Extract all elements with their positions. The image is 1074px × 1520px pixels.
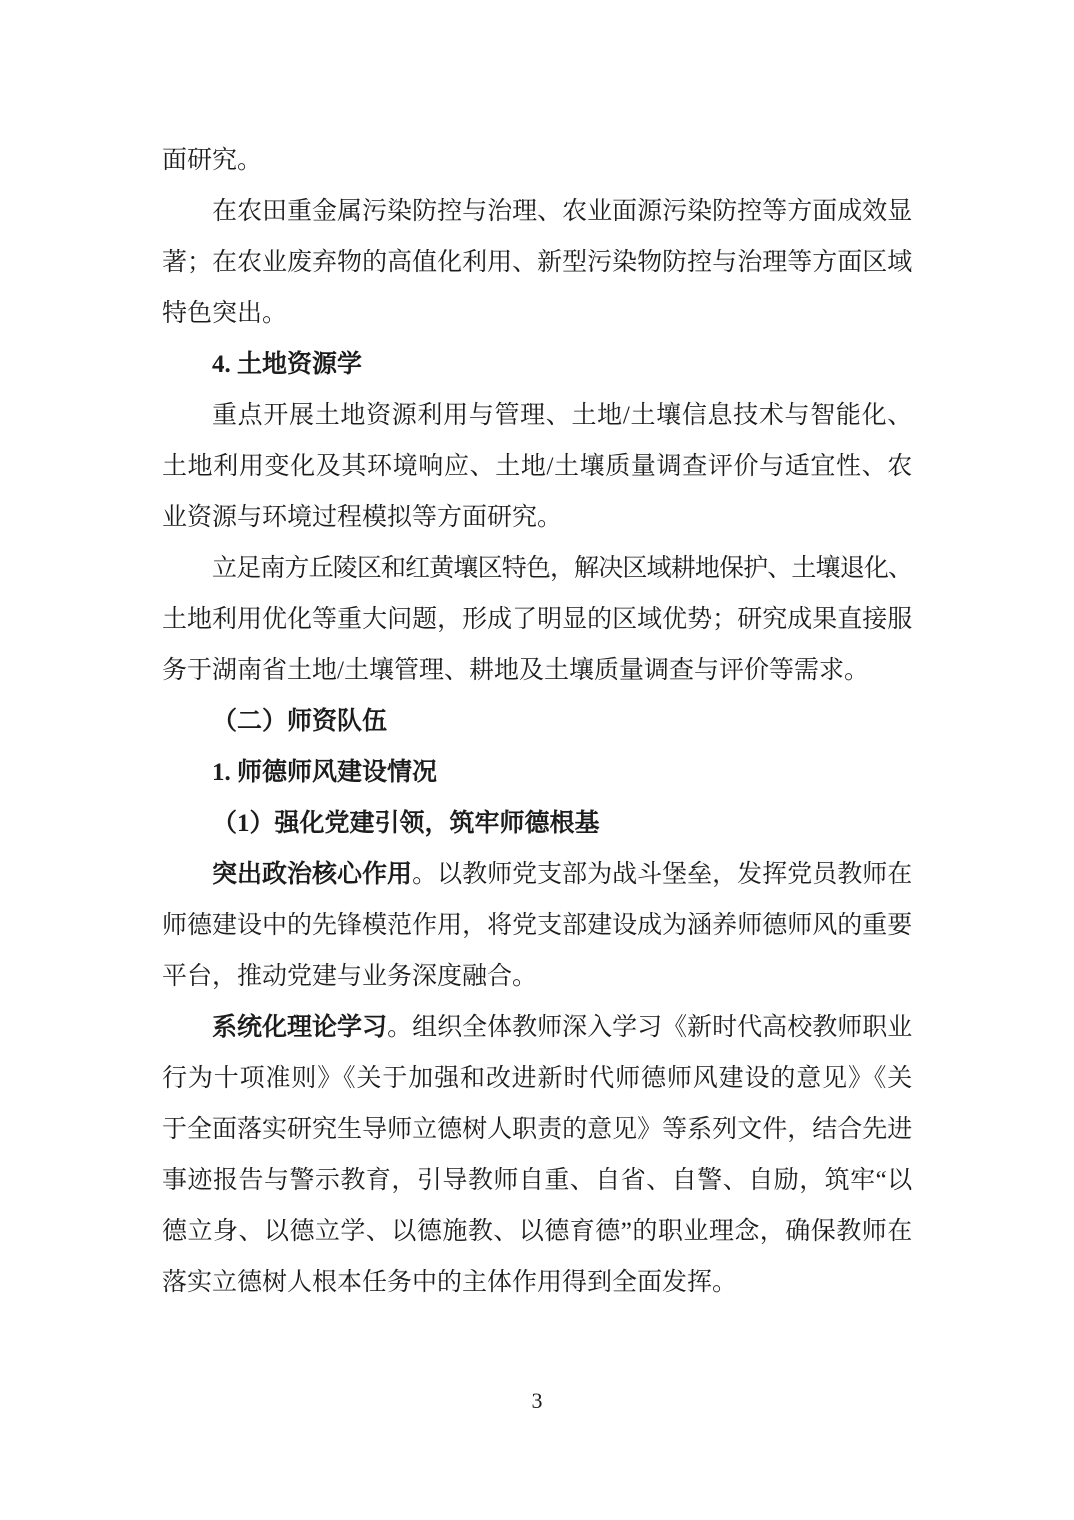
- document-body: [162, 135, 912, 1308]
- body-text-line: [162, 951, 912, 1002]
- heading-line: [162, 696, 912, 747]
- body-text-line: [162, 849, 912, 900]
- body-text-line: [162, 1002, 912, 1053]
- bold-text-run: （1）强化党建引领，筑牢师德根基: [212, 810, 600, 837]
- body-text-line: [162, 594, 912, 645]
- bold-text-run: （二）师资队伍: [212, 708, 388, 735]
- text-run: 德立身、以德立学、以德施教、以德育德”的职业理念，确保教师在: [162, 1218, 912, 1245]
- text-run: 土地利用变化及其环境响应、土地/土壤质量调查评价与适宜性、农: [162, 453, 912, 480]
- text-run: 务于湖南省土地/土壤管理、耕地及土壤质量调查与评价等需求。: [162, 657, 869, 684]
- body-text-line: [162, 441, 912, 492]
- body-text-line: [162, 900, 912, 951]
- text-run: 特色突出。: [162, 300, 288, 327]
- body-text-line: [162, 1104, 912, 1155]
- body-text-line: [162, 1155, 912, 1206]
- text-run: 著；在农业废弃物的高值化利用、新型污染物防控与治理等方面区域: [162, 249, 912, 276]
- bold-text-run: 4. 土地资源学: [212, 351, 363, 378]
- heading-line: [162, 798, 912, 849]
- text-run: 重点开展土地资源利用与管理、土地/土壤信息技术与智能化、: [212, 402, 912, 429]
- bold-text-run: 系统化理论学习: [212, 1014, 388, 1041]
- page-number: 3: [531, 1388, 543, 1413]
- text-run: 师德建设中的先锋模范作用，将党支部建设成为涵养师德师风的重要: [162, 912, 912, 939]
- text-run: 。组织全体教师深入学习《新时代高校教师职业: [387, 1014, 912, 1041]
- text-run: 行为十项准则》《关于加强和改进新时代师德师风建设的意见》《关: [162, 1065, 912, 1092]
- text-run: 。以教师党支部为战斗堡垒，发挥党员教师在: [412, 861, 912, 888]
- body-text-line: [162, 135, 912, 186]
- heading-line: [162, 747, 912, 798]
- text-run: 平台，推动党建与业务深度融合。: [162, 963, 538, 990]
- text-run: 在农田重金属污染防控与治理、农业面源污染防控等方面成效显: [212, 198, 912, 225]
- text-run: 落实立德树人根本任务中的主体作用得到全面发挥。: [162, 1269, 738, 1296]
- text-run: 立足南方丘陵区和红黄壤区特色，解决区域耕地保护、土壤退化、: [212, 555, 912, 582]
- body-text-line: [162, 1053, 912, 1104]
- body-text-line: [162, 288, 912, 339]
- body-text-line: [162, 543, 912, 594]
- text-run: 面研究。: [162, 147, 263, 174]
- text-run: 事迹报告与警示教育，引导教师自重、自省、自警、自励，筑牢“以: [162, 1167, 912, 1194]
- body-text-line: [162, 1257, 912, 1308]
- body-text-line: [162, 645, 912, 696]
- heading-line: [162, 339, 912, 390]
- text-run: 业资源与环境过程模拟等方面研究。: [162, 504, 563, 531]
- body-text-line: [162, 492, 912, 543]
- body-text-line: [162, 237, 912, 288]
- body-text-line: [162, 1206, 912, 1257]
- text-run: 土地利用优化等重大问题，形成了明显的区域优势；研究成果直接服: [162, 606, 912, 633]
- body-text-line: [162, 390, 912, 441]
- body-text-line: [162, 186, 912, 237]
- bold-text-run: 1. 师德师风建设情况: [212, 759, 438, 786]
- bold-text-run: 突出政治核心作用: [212, 861, 413, 888]
- text-run: 于全面落实研究生导师立德树人职责的意见》等系列文件，结合先进: [162, 1116, 912, 1143]
